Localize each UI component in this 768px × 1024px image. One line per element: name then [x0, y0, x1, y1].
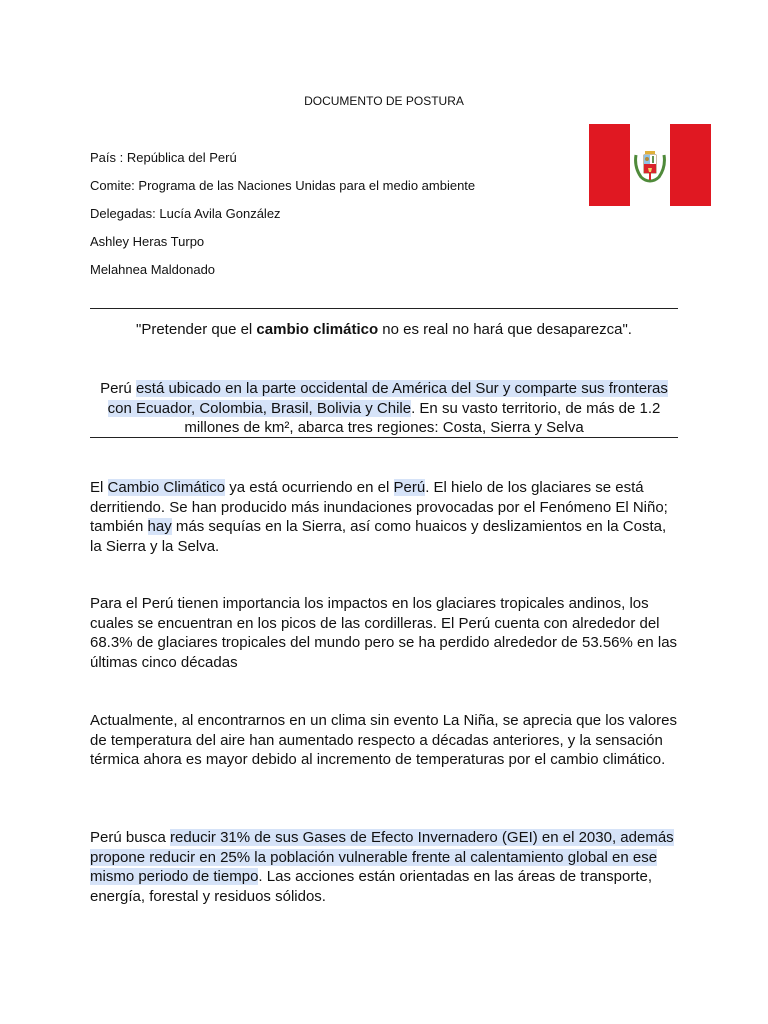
- intro-highlight: está ubicado en la parte occidental de América del Sur y comparte sus fronteras con Ecuador, Colombia, Brasil, Bolivia y Chile: [107, 380, 668, 417]
- paragraph-climate-change: [90, 478, 678, 556]
- p1-highlight-1: Cambio Climático: [107, 479, 226, 496]
- paragraph-glaciers: Para el Perú tienen importancia los impactos en los glaciares tropicales andinos, los cuales se encuentran en los picos de las cordilleras. El Perú cuenta con alrededor del 68.3% de glaciares tropicales del mundo pero se ha perdido alrededor de 53.56% en las últimas cinco décadas: [90, 595, 678, 671]
- peru-flag-icon: [589, 124, 711, 206]
- quote-text-start: "Pretender que el: [136, 321, 257, 338]
- intro-start: Perú: [100, 380, 136, 397]
- document-title: DOCUMENTO DE POSTURA: [304, 94, 464, 108]
- quote-bold: cambio climático: [256, 321, 379, 338]
- p1-text-b: ya está ocurriendo en el: [225, 479, 394, 496]
- divider-top: [90, 308, 678, 309]
- paragraph-temperature: Actualmente, al encontrarnos en un clima sin evento La Niña, se aprecia que los valores de temperatura del aire han aumentado respecto a décadas anteriores, y la sensación térmica ahora es mayor debido al incremento de temperaturas por el cambio climático.: [90, 712, 677, 768]
- p1-text-d: más sequías en la Sierra, así como huaicos y deslizamientos en la Costa, la Sierra y la Selva.: [90, 518, 667, 555]
- paragraph-emissions: [90, 828, 678, 906]
- quote: [90, 320, 678, 340]
- country-line: País : República del Perú: [90, 150, 237, 165]
- p4-text-a: Perú busca: [90, 829, 171, 846]
- p4-text-b: . Las acciones están orientadas en las áreas de transporte, energía, forestal y residuos sólidos.: [90, 868, 652, 905]
- p1-highlight-2: Perú: [393, 479, 426, 496]
- intro-paragraph: [90, 379, 678, 438]
- delegate-line-2: Ashley Heras Turpo: [90, 234, 205, 249]
- quote-text-end: no es real no hará que desaparezca".: [378, 321, 632, 338]
- p1-text-c: . El hielo de los glaciares se está derritiendo. Se han producido más inundaciones provocadas por el Fenómeno El Niño; también: [90, 479, 668, 535]
- divider-bottom: [90, 437, 678, 438]
- committee-line: Comite: Programa de las Naciones Unidas para el medio ambiente: [90, 178, 476, 193]
- intro-rest: . En su vasto territorio, de más de 1.2 millones de km², abarca tres regiones: Costa, Sierra y Selva: [184, 399, 661, 436]
- p1-text-a: El: [90, 479, 108, 496]
- p4-highlight: reducir 31% de sus Gases de Efecto Invernadero (GEI) en el 2030, además propone reducir en 25% la población vulnerable frente al calentamiento global en ese mismo periodo de tiempo: [90, 829, 674, 885]
- p1-highlight-3: hay: [147, 518, 172, 535]
- delegate-line-3: Melahnea Maldonado: [90, 262, 216, 277]
- delegates-line: Delegadas: Lucía Avila González: [90, 206, 281, 221]
- coat-of-arms-icon: [633, 147, 667, 183]
